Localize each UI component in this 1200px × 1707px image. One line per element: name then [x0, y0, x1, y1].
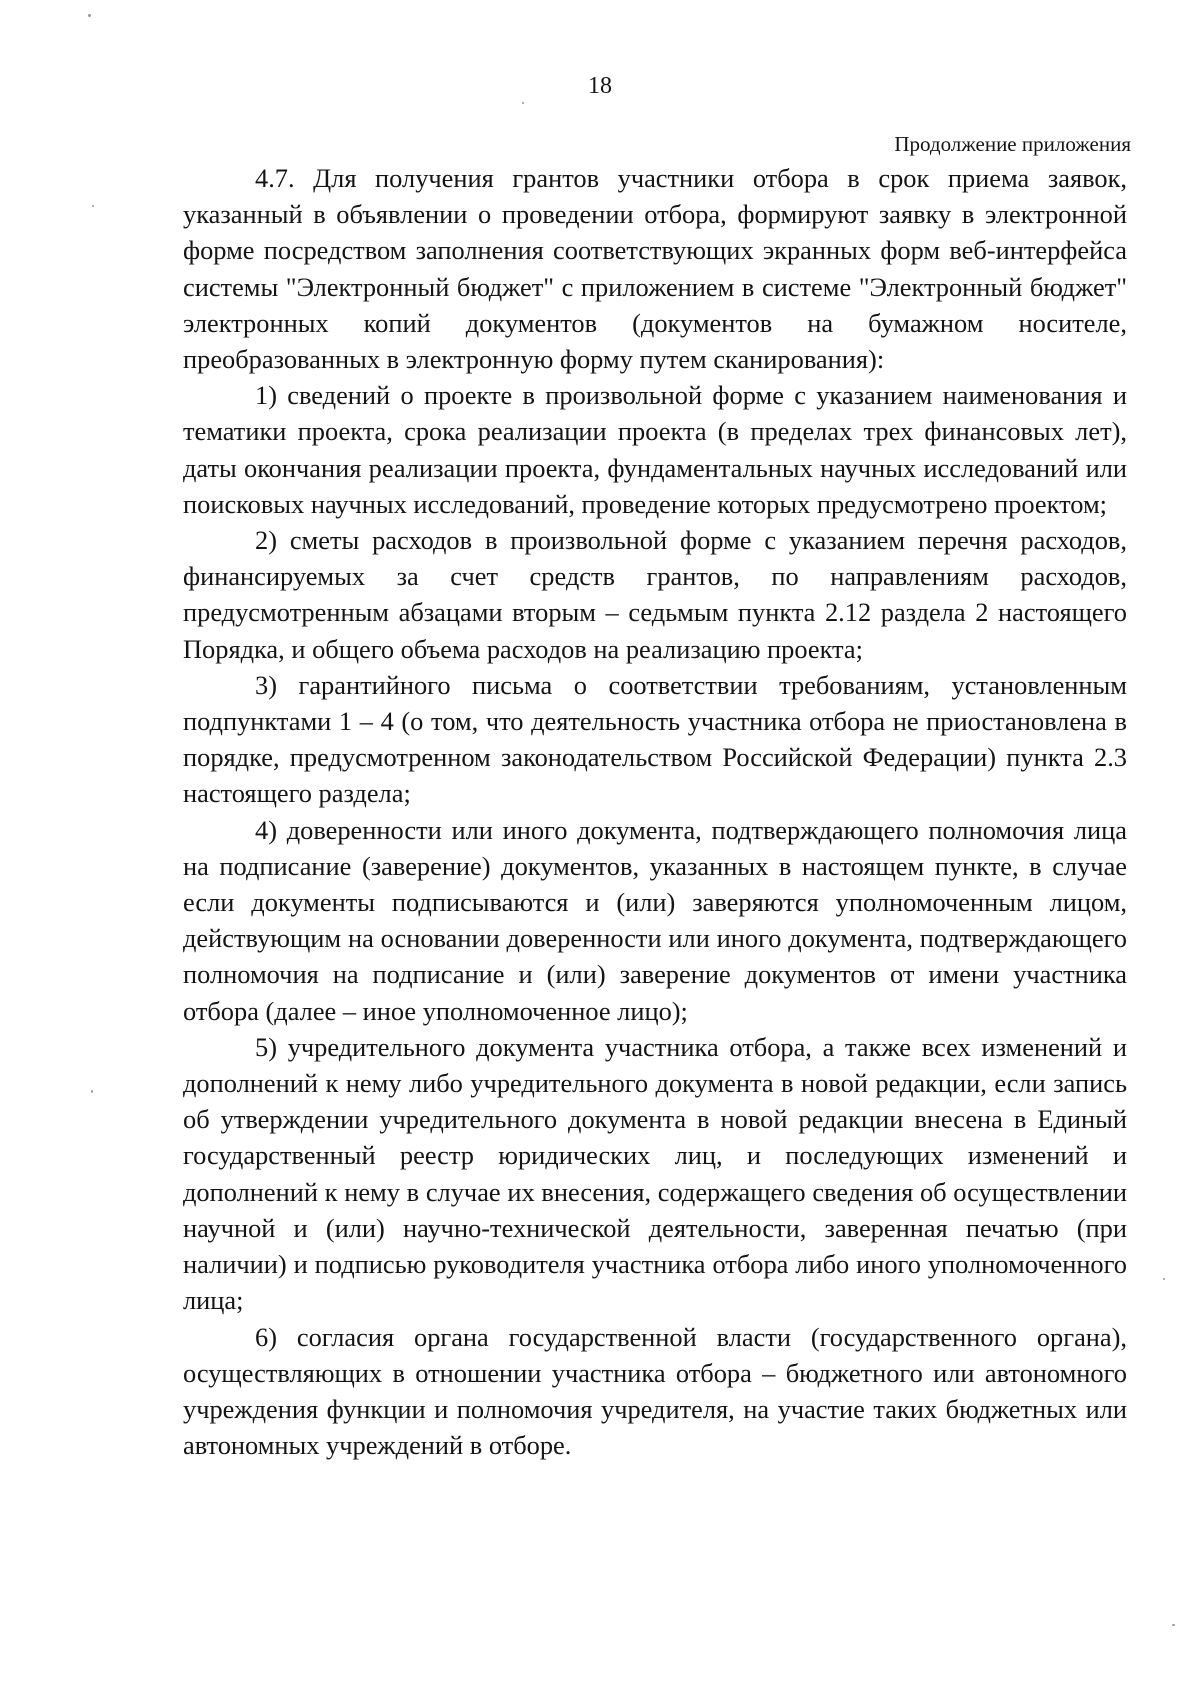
- scan-speck: [91, 1090, 93, 1093]
- scan-speck: [1172, 1624, 1175, 1626]
- page-number: 18: [588, 73, 612, 99]
- list-item-3: 3) гарантийного письма о соответствии требованиям, установленным подпунктами 1 – 4 (о том, что деятельность участника отбора не приостановлена в порядке, предусмотренном законодательством Российской Федерации) пункта 2.3 настоящего раздела;: [183, 669, 1127, 809]
- list-item-4: 4) доверенности или иного документа, подтверждающего полномочия лица на подписание (заверение) документов, указанных в настоящем пункте, в случае если документы подписываются и (или) заверяются уполномоченным лицом, действующим на основании доверенности или иного документа, подтверждающего полномочия на подписание и (или) заверение документов от имени участника отбора (далее – иное уполномоченное лицо);: [183, 814, 1127, 1026]
- list-item-6: 6) согласия органа государственной власти (государственного органа), осуществляющих в отношении участника отбора – бюджетного или автономного учреждения функции и полномочия учредителя, на участие таких бюджетных или автономных учреждений в отборе.: [183, 1321, 1127, 1461]
- scan-speck: [92, 205, 94, 207]
- document-body: [183, 160, 1127, 1463]
- scan-speck: [88, 14, 91, 17]
- list-item-1: 1) сведений о проекте в произвольной форме с указанием наименования и тематики проекта, срока реализации проекта (в пределах трех финансовых лет), даты окончания реализации проекта, фундаментальных научных исследований или поисковых научных исследований, проведение которых предусмотрено проектом;: [183, 380, 1127, 519]
- paragraph-4-7: 4.7. Для получения грантов участники отбора в срок приема заявок, указанный в объявлении о проведении отбора, формируют заявку в электронной форме посредством заполнения соответствующих экранных форм веб-интерфейса системы "Электронный бюджет" с приложением в системе "Электронный бюджет" электронных копий документов (документов на бумажном носителе, преобразованных в электронную форму путем сканирования):: [183, 163, 1127, 375]
- scan-speck: [1163, 1278, 1165, 1280]
- continuation-label: Продолжение приложения: [894, 132, 1131, 156]
- list-item-2: 2) сметы расходов в произвольной форме с указанием перечня расходов, финансируемых за счет средств грантов, по направлениям расходов, предусмотренным абзацами вторым – седьмым пункта 2.12 раздела 2 настоящего Порядка, и общего объема расходов на реализацию проекта;: [183, 525, 1127, 664]
- list-item-5: 5) учредительного документа участника отбора, а также всех изменений и дополнений к нему либо учредительного документа в новой редакции, если запись об утверждении учредительного документа в новой редакции внесена в Единый государственный реестр юридических лиц, и последующих изменений и дополнений к нему в случае их внесения, содержащего сведения об осуществлении научной и (или) научно-технической деятельности, заверенная печатью (при наличии) и подписью руководителя участника отбора либо иного уполномоченного лица;: [183, 1031, 1127, 1316]
- scan-speck: [522, 102, 524, 104]
